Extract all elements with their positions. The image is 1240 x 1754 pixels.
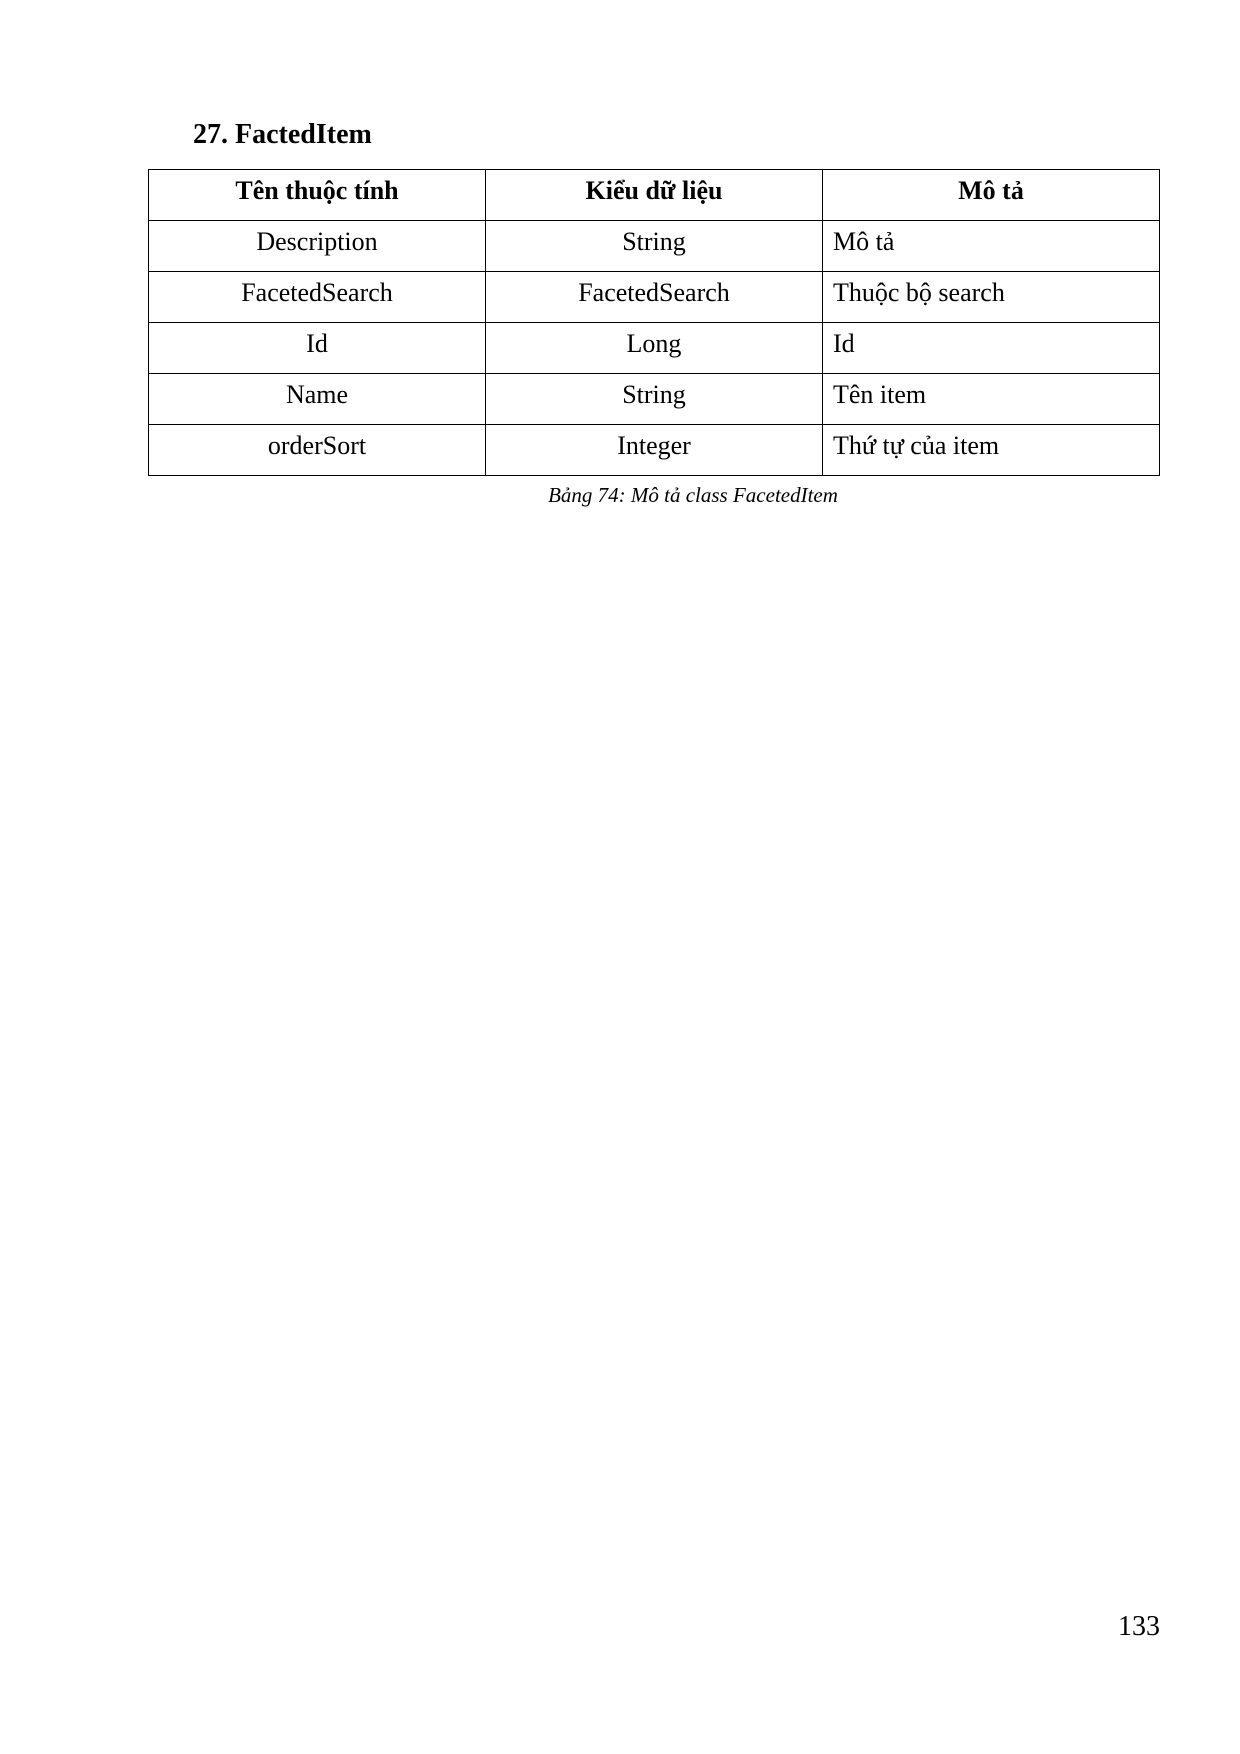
page-number: 133: [1118, 1611, 1160, 1642]
cell-attribute-name: Name: [149, 374, 486, 425]
table-row: [149, 221, 1160, 272]
table-row: [149, 425, 1160, 476]
section-heading: 27. FactedItem: [193, 119, 372, 150]
table-header-row: [149, 170, 1160, 221]
cell-attribute-name: Id: [149, 323, 486, 374]
column-header-description: Mô tả: [823, 170, 1160, 221]
table-row: [149, 323, 1160, 374]
cell-data-type: String: [486, 374, 823, 425]
cell-data-type: Long: [486, 323, 823, 374]
cell-attribute-name: orderSort: [149, 425, 486, 476]
cell-attribute-name: FacetedSearch: [149, 272, 486, 323]
table-caption: Bảng 74: Mô tả class FacetedItem: [548, 483, 838, 507]
cell-data-type: String: [486, 221, 823, 272]
cell-description: Thuộc bộ search: [823, 272, 1160, 323]
table-row: [149, 272, 1160, 323]
cell-description: Thứ tự của item: [823, 425, 1160, 476]
cell-description: Tên item: [823, 374, 1160, 425]
cell-data-type: Integer: [486, 425, 823, 476]
attribute-table: [148, 169, 1160, 476]
cell-attribute-name: Description: [149, 221, 486, 272]
column-header-attribute-name: Tên thuộc tính: [149, 170, 486, 221]
column-header-data-type: Kiểu dữ liệu: [486, 170, 823, 221]
cell-description: Mô tả: [823, 221, 1160, 272]
cell-data-type: FacetedSearch: [486, 272, 823, 323]
table-row: [149, 374, 1160, 425]
cell-description: Id: [823, 323, 1160, 374]
